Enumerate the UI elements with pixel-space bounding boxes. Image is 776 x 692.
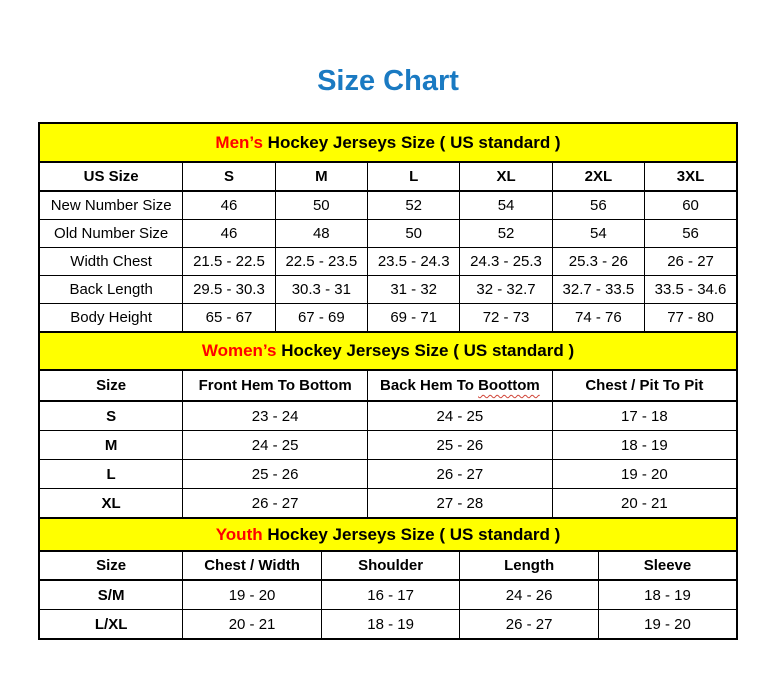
row-label: Body Height (39, 304, 183, 333)
size-cell: 52 (460, 220, 552, 248)
column-header: 3XL (645, 162, 737, 191)
size-cell: 16 - 17 (321, 580, 460, 610)
row-label: Width Chest (39, 248, 183, 276)
row-label: Back Length (39, 276, 183, 304)
table-row (39, 610, 737, 640)
size-cell: 30.3 - 31 (275, 276, 367, 304)
size-chart (38, 122, 738, 640)
size-cell: 46 (183, 191, 275, 220)
size-cell: 23 - 24 (183, 401, 368, 431)
size-cell: 18 - 19 (552, 431, 737, 460)
size-cell: 27 - 28 (368, 489, 553, 519)
size-cell: 29.5 - 30.3 (183, 276, 275, 304)
womens-heading-text: Hockey Jerseys Size ( US standard ) (276, 341, 575, 360)
mens-section-heading (39, 123, 737, 162)
size-cell: 31 - 32 (368, 276, 460, 304)
youth-header-row (39, 551, 737, 580)
size-cell: 50 (368, 220, 460, 248)
row-label: S/M (39, 580, 183, 610)
column-header: Size (39, 370, 183, 401)
size-cell: 19 - 20 (183, 580, 322, 610)
column-header: Size (39, 551, 183, 580)
table-row (39, 276, 737, 304)
size-cell: 25.3 - 26 (552, 248, 644, 276)
size-cell: 26 - 27 (645, 248, 737, 276)
size-cell: 48 (275, 220, 367, 248)
size-cell: 72 - 73 (460, 304, 552, 333)
table-row (39, 489, 737, 519)
row-label: New Number Size (39, 191, 183, 220)
table-row (39, 431, 737, 460)
column-header: Front Hem To Bottom (183, 370, 368, 401)
size-cell: 26 - 27 (460, 610, 599, 640)
row-label: L (39, 460, 183, 489)
size-cell: 54 (552, 220, 644, 248)
youth-size-table (38, 517, 738, 640)
column-header: US Size (39, 162, 183, 191)
size-cell: 32 - 32.7 (460, 276, 552, 304)
table-row (39, 248, 737, 276)
size-cell: 56 (552, 191, 644, 220)
size-cell: 20 - 21 (552, 489, 737, 519)
size-cell: 32.7 - 33.5 (552, 276, 644, 304)
size-cell: 24 - 25 (183, 431, 368, 460)
size-cell: 24 - 26 (460, 580, 599, 610)
column-header: Length (460, 551, 599, 580)
mens-heading-accent: Men’s (215, 132, 263, 152)
column-header-text: Back Hem To (380, 377, 479, 394)
size-cell: 18 - 19 (598, 580, 737, 610)
column-header: Chest / Pit To Pit (552, 370, 737, 401)
size-cell: 60 (645, 191, 737, 220)
size-cell: 26 - 27 (183, 489, 368, 519)
column-header: Sleeve (598, 551, 737, 580)
column-header: M (275, 162, 367, 191)
column-header: 2XL (552, 162, 644, 191)
womens-size-table (38, 331, 738, 519)
size-cell: 52 (368, 191, 460, 220)
womens-band-row (39, 332, 737, 370)
size-cell: 65 - 67 (183, 304, 275, 333)
row-label: M (39, 431, 183, 460)
row-label: XL (39, 489, 183, 519)
column-header: Shoulder (321, 551, 460, 580)
page-title: Size Chart (317, 65, 459, 97)
womens-header-row (39, 370, 737, 401)
table-row (39, 401, 737, 431)
youth-heading-accent: Youth (215, 524, 263, 544)
column-header: L (368, 162, 460, 191)
size-cell: 19 - 20 (598, 610, 737, 640)
womens-heading-accent: Women’s (201, 341, 277, 360)
mens-heading-text: Hockey Jerseys Size ( US standard ) (262, 132, 561, 152)
size-cell: 50 (275, 191, 367, 220)
size-cell: 54 (460, 191, 552, 220)
size-cell: 67 - 69 (275, 304, 367, 333)
row-label: L/XL (39, 610, 183, 640)
size-cell: 24 - 25 (368, 401, 553, 431)
size-cell: 25 - 26 (368, 431, 553, 460)
size-cell: 77 - 80 (645, 304, 737, 333)
column-header: S (183, 162, 275, 191)
youth-heading-text: Hockey Jerseys Size ( US standard ) (262, 524, 561, 544)
table-row (39, 580, 737, 610)
size-cell: 21.5 - 22.5 (183, 248, 275, 276)
size-cell: 46 (183, 220, 275, 248)
table-row (39, 460, 737, 489)
size-cell: 74 - 76 (552, 304, 644, 333)
size-cell: 22.5 - 23.5 (275, 248, 367, 276)
size-cell: 18 - 19 (321, 610, 460, 640)
size-cell: 25 - 26 (183, 460, 368, 489)
size-cell: 33.5 - 34.6 (645, 276, 737, 304)
table-row (39, 220, 737, 248)
youth-section-heading (39, 518, 737, 551)
mens-band-row (39, 123, 737, 162)
row-label: S (39, 401, 183, 431)
youth-band-row (39, 518, 737, 551)
mens-header-row (39, 162, 737, 191)
womens-section-heading (39, 332, 737, 370)
size-cell: 19 - 20 (552, 460, 737, 489)
misspelled-word: Boottom (478, 377, 540, 394)
size-cell: 20 - 21 (183, 610, 322, 640)
row-label: Old Number Size (39, 220, 183, 248)
size-cell: 26 - 27 (368, 460, 553, 489)
size-cell: 56 (645, 220, 737, 248)
size-cell: 24.3 - 25.3 (460, 248, 552, 276)
size-cell: 17 - 18 (552, 401, 737, 431)
column-header: Chest / Width (183, 551, 322, 580)
column-header: XL (460, 162, 552, 191)
size-cell: 23.5 - 24.3 (368, 248, 460, 276)
table-row (39, 304, 737, 333)
column-header-misspelled (368, 370, 553, 401)
mens-size-table (38, 122, 738, 333)
table-row (39, 191, 737, 220)
size-cell: 69 - 71 (368, 304, 460, 333)
